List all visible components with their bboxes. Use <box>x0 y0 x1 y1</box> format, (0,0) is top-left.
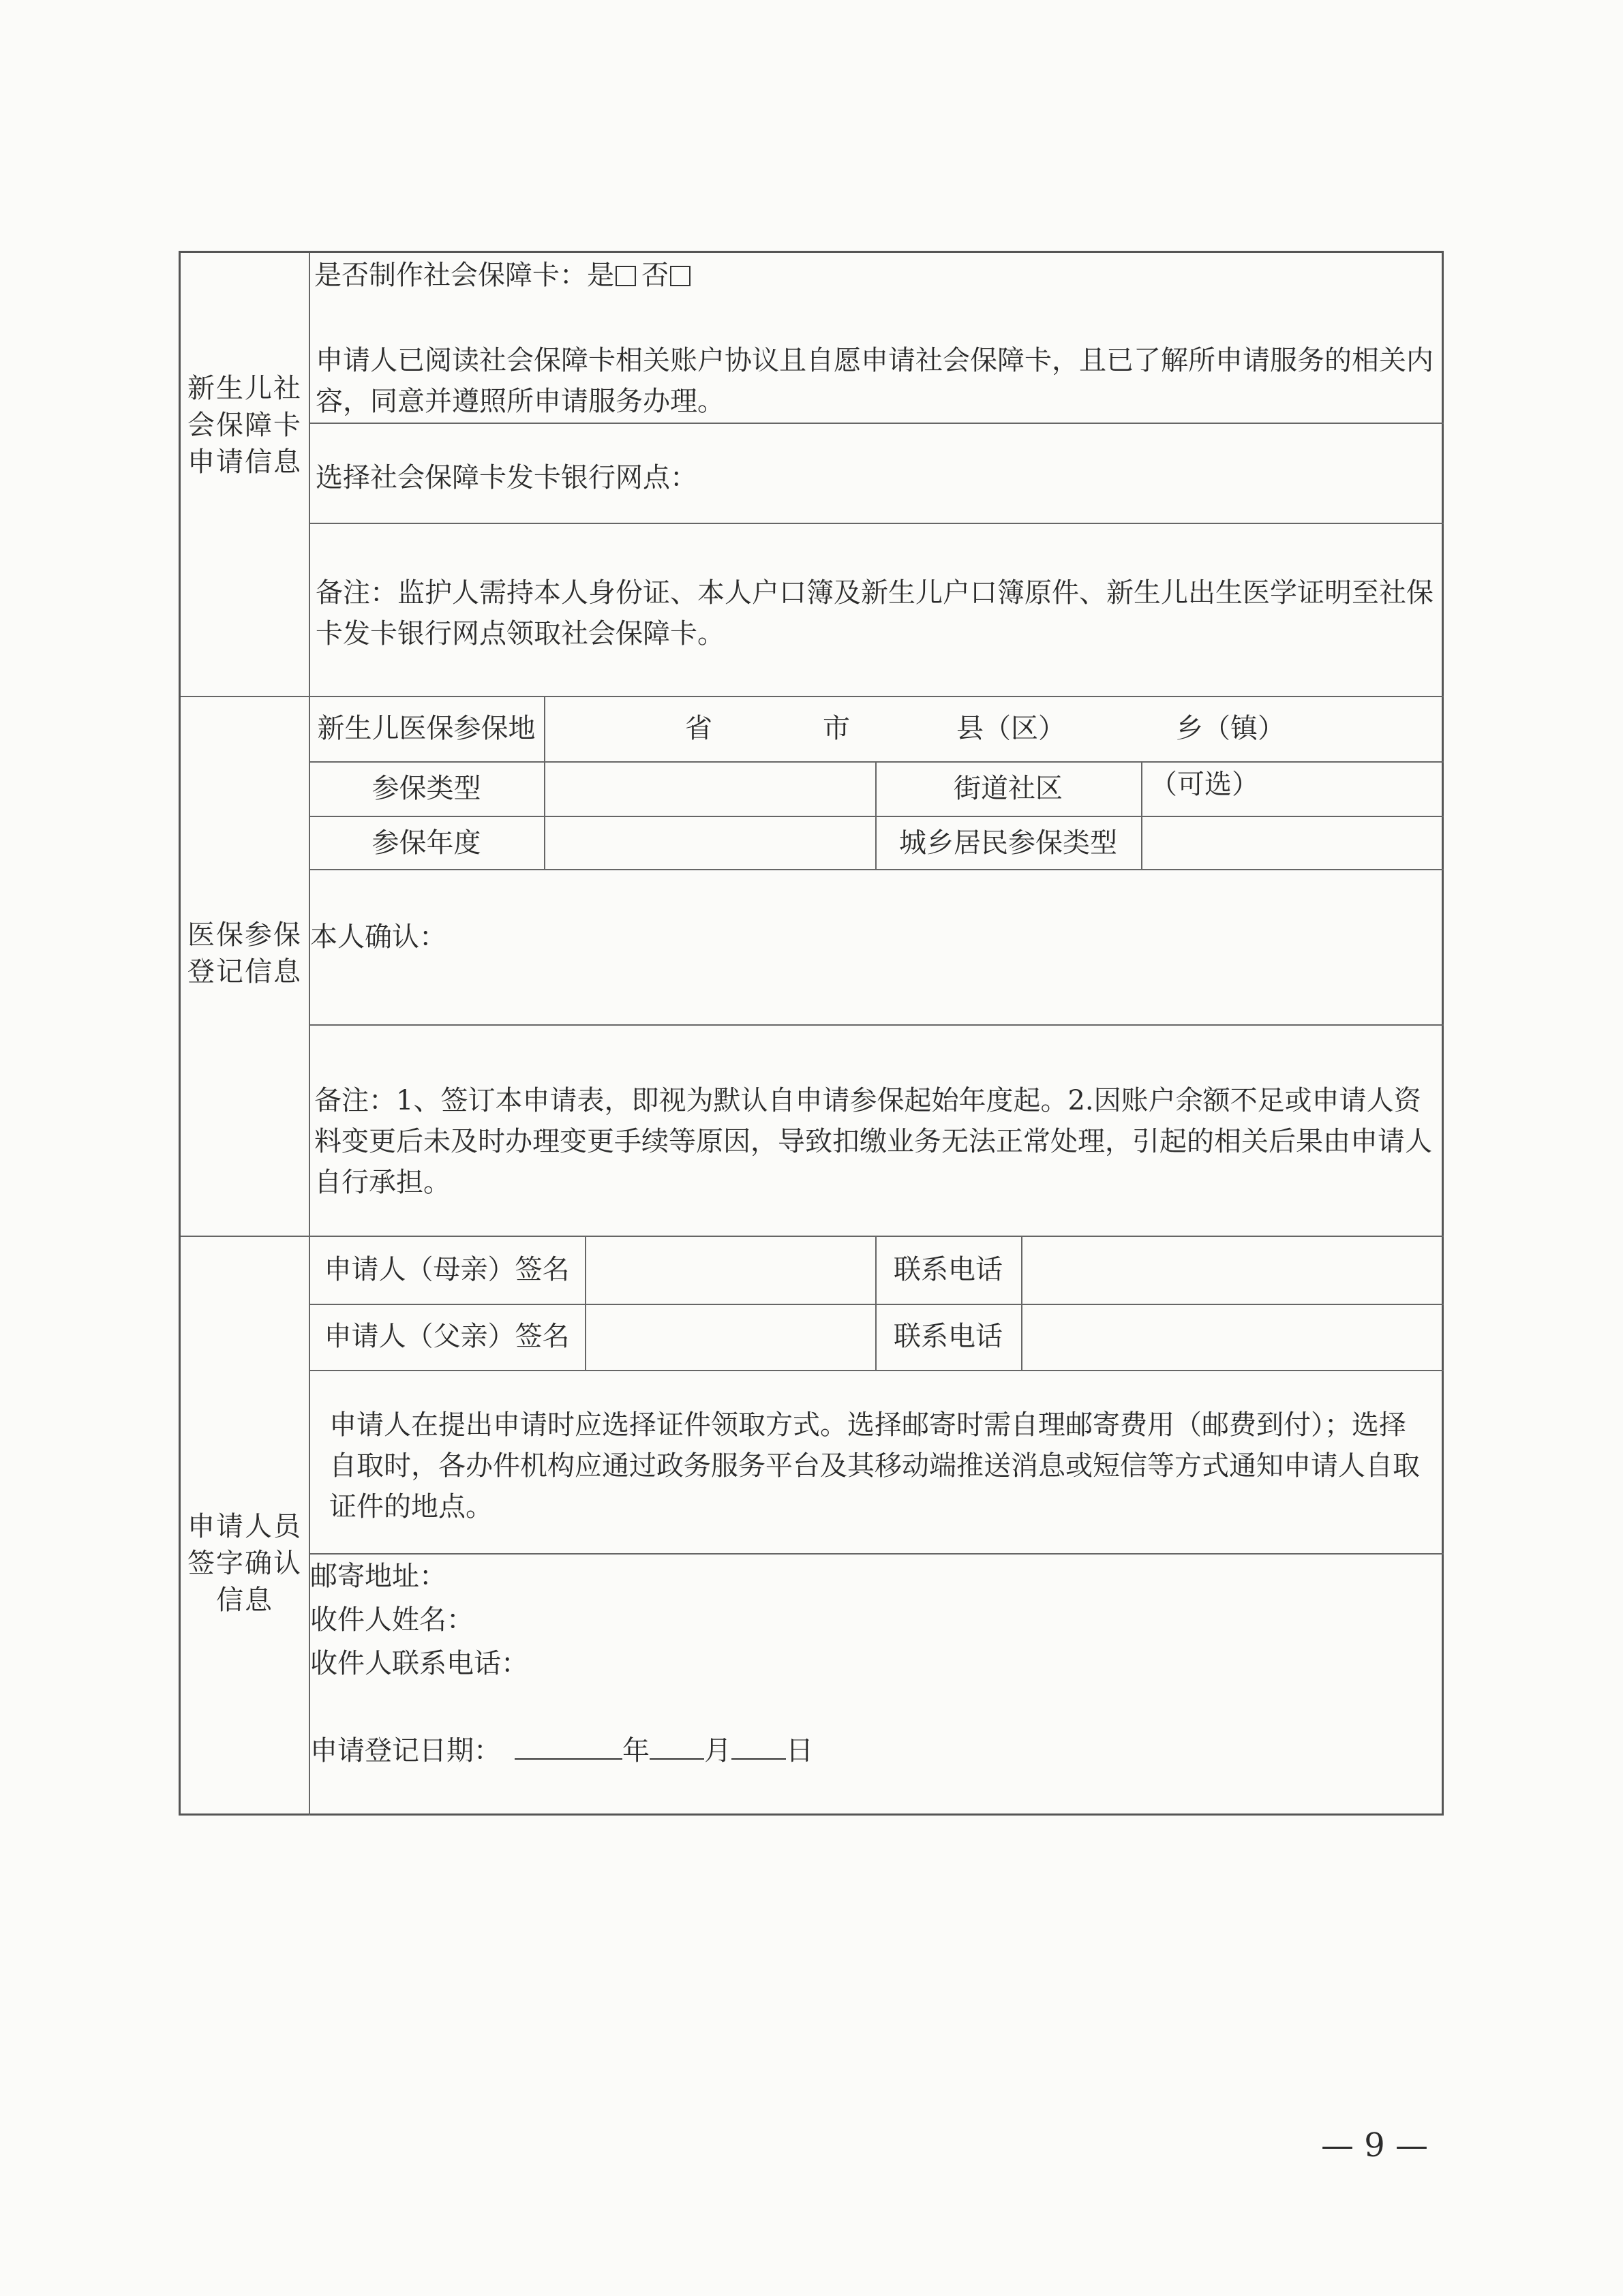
recipient-name-label: 收件人姓名： <box>310 1604 474 1636</box>
registration-date-row: 申请登记日期： 年 月 日 <box>310 1735 813 1766</box>
row-divider <box>309 1024 1444 1026</box>
insurance-year-field[interactable] <box>549 818 872 866</box>
make-card-yes-checkbox[interactable] <box>616 266 636 286</box>
grid-divider <box>544 696 545 869</box>
row-divider <box>309 523 1444 524</box>
insurance-year-label: 参保年度 <box>371 827 481 859</box>
insurance-location-field[interactable] <box>549 699 1442 759</box>
insurance-type-field[interactable] <box>549 765 872 813</box>
father-phone-label: 联系电话 <box>894 1321 1003 1352</box>
township-unit: 乡（镇） <box>1176 713 1285 744</box>
recipient-phone-label: 收件人联系电话： <box>310 1648 528 1679</box>
pickup-method-notice: 申请人在提出申请时应选择证件领取方式。选择邮寄时需自理邮寄费用（邮费到付）；选择自取时，各办件机构应通过政务服务平台及其移动端推送消息或短信等方式通知申请人自取证件的地点。 <box>329 1409 1420 1522</box>
row-divider <box>309 869 1444 870</box>
mother-signature-label: 申请人（母亲）签名 <box>324 1254 570 1285</box>
date-day-blank[interactable] <box>731 1734 786 1760</box>
mother-phone-label: 联系电话 <box>894 1254 1003 1285</box>
row-divider <box>309 423 1444 424</box>
mother-signature-field[interactable] <box>588 1240 872 1301</box>
medical-note: 备注：1、签订本申请表，即视为默认自申请参保起始年度起。2.因账户余额不足或申请人资料变更后未及时办理变更手续等原因，导致扣缴业务无法正常处理，引起的相关后果由申请人自行承担。 <box>314 1085 1432 1198</box>
application-form-table <box>179 251 1444 1816</box>
father-signature-label: 申请人（父亲）签名 <box>324 1321 570 1352</box>
resident-type-label: 城乡居民参保类型 <box>899 827 1117 859</box>
section-divider <box>181 696 1444 697</box>
county-unit: 县（区） <box>956 713 1065 744</box>
self-confirm-label: 本人确认： <box>310 921 446 953</box>
province-unit: 省 <box>685 713 712 744</box>
row-divider <box>309 1370 1444 1371</box>
grid-divider <box>1021 1236 1022 1370</box>
section-heading-social-card: 新生儿社 会保障卡 申请信息 <box>187 373 302 478</box>
row-divider <box>309 1553 1444 1555</box>
card-pickup-note: 备注：监护人需持本人身份证、本人户口簿及新生儿户口簿原件、新生儿出生医学证明至社保卡发卡银行网点领取社会保障卡。 <box>316 577 1434 649</box>
section-divider <box>181 1236 1444 1237</box>
insurance-location-label: 新生儿医保参保地 <box>317 713 536 744</box>
bank-branch-label: 选择社会保障卡发卡银行网点： <box>316 462 697 493</box>
mother-phone-field[interactable] <box>1025 1240 1442 1301</box>
community-optional-hint: （可选） <box>1150 769 1259 800</box>
section-heading-medical: 医保参保 登记信息 <box>187 919 302 988</box>
bank-branch-field[interactable] <box>699 444 1435 512</box>
date-year-blank[interactable] <box>515 1734 622 1760</box>
resident-type-field[interactable] <box>1144 818 1442 866</box>
city-unit: 市 <box>823 713 850 744</box>
date-month-blank[interactable] <box>650 1734 704 1760</box>
card-agreement-text: 申请人已阅读社会保障卡相关账户协议且自愿申请社会保障卡，且已了解所申请服务的相关内容，同意并遵照所申请服务办理。 <box>316 345 1434 417</box>
mail-address-label: 邮寄地址： <box>310 1561 446 1592</box>
page-number: — 9 — <box>1321 2126 1429 2164</box>
community-label: 街道社区 <box>954 773 1063 804</box>
father-signature-field[interactable] <box>588 1306 872 1368</box>
make-card-question: 是否制作社会保障卡：是 否 <box>314 255 696 296</box>
father-phone-field[interactable] <box>1025 1306 1442 1368</box>
grid-divider <box>1141 761 1142 869</box>
insurance-type-label: 参保类型 <box>371 773 481 804</box>
section-heading-signature: 申请人员 签字确认 信息 <box>187 1511 302 1616</box>
grid-divider <box>585 1236 586 1370</box>
make-card-no-checkbox[interactable] <box>670 266 691 286</box>
